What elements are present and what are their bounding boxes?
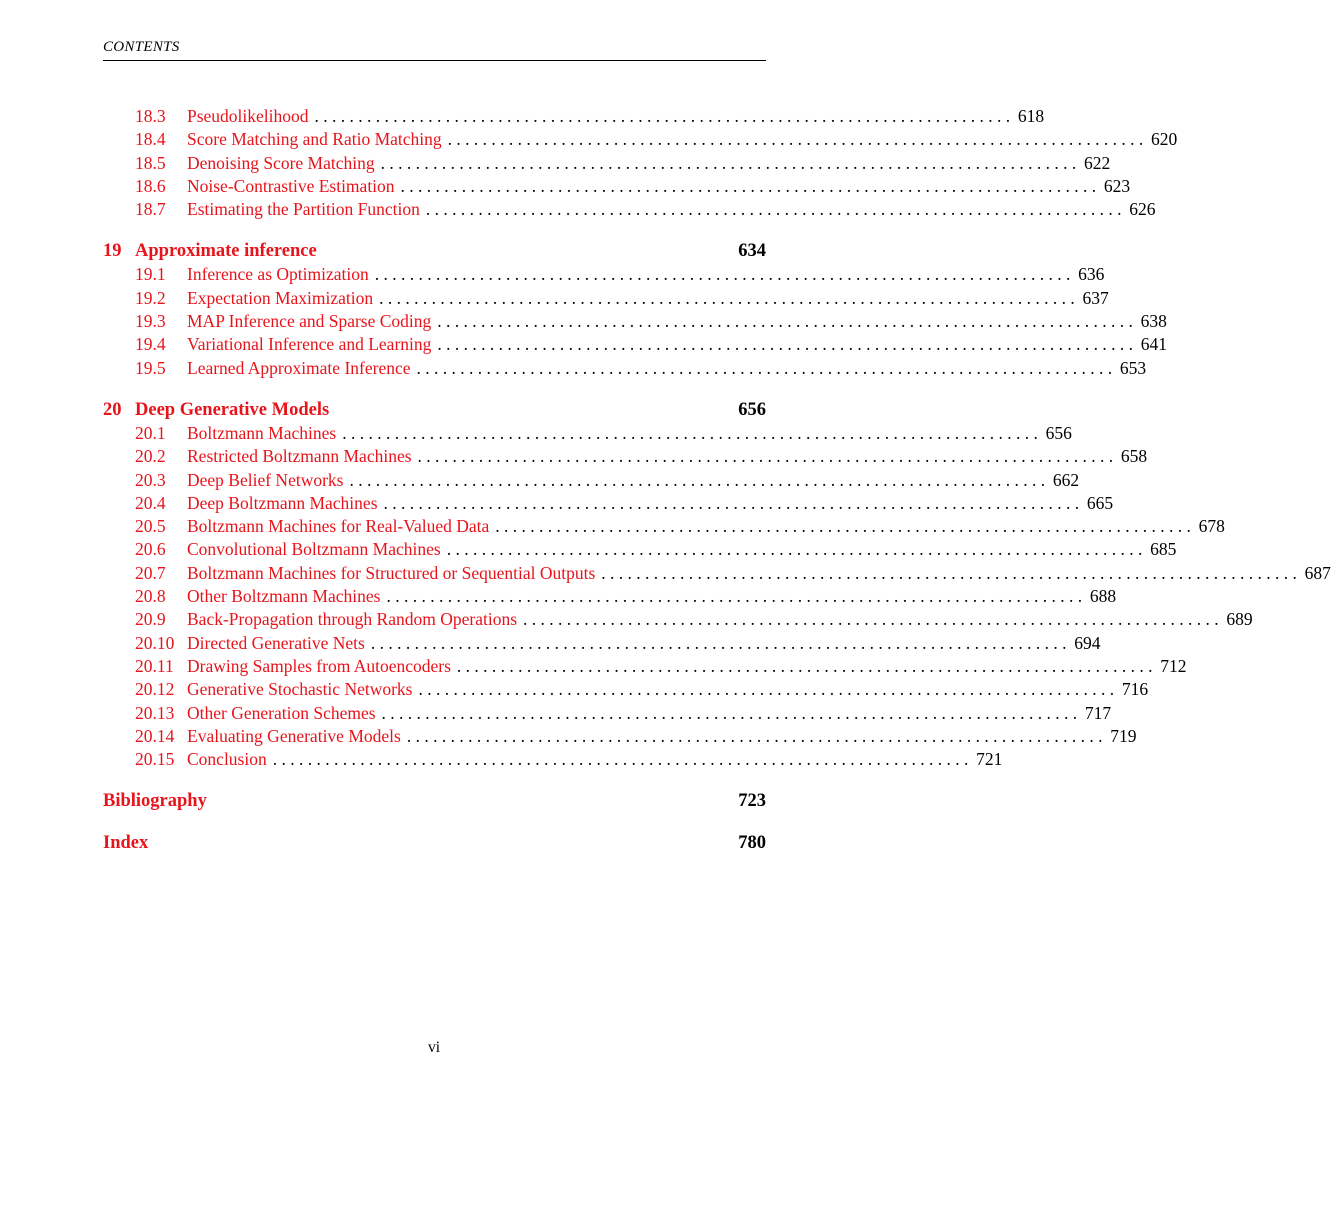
section-title-link[interactable]: Denoising Score Matching (187, 152, 375, 173)
toc-chapter-entry[interactable] (103, 239, 766, 263)
page-reference: 712 (1160, 655, 1187, 676)
toc-section-entry[interactable] (103, 422, 1072, 445)
toc-section-entry[interactable] (103, 725, 1137, 748)
page-reference: 656 (738, 399, 766, 420)
section-number[interactable]: 20.7 (135, 562, 166, 583)
section-title-link[interactable]: Score Matching and Ratio Matching (187, 129, 442, 150)
section-number[interactable]: 20.13 (135, 702, 175, 723)
section-title-link[interactable]: Directed Generative Nets (187, 632, 365, 653)
toc-section-entry[interactable] (103, 287, 1109, 310)
dot-leader: . . . . . . . . . . . . . . . . . . . . . . . . . . . . . . . . . . . . . . . . . . . . . . . . . . . . . . . . . . . . . . . . . . . . . . . . . . . . . . . . (400, 175, 1097, 196)
page-reference: 678 (1198, 516, 1225, 537)
section-number[interactable]: 20.15 (135, 749, 175, 770)
section-number[interactable]: 18.3 (135, 106, 166, 126)
dot-leader: . . . . . . . . . . . . . . . . . . . . . . . . . . . . . . . . . . . . . . . . . . . . . . . . . . . . . . . . . . . . . . . . . . . . . . . . . . . . . . . . (314, 106, 1011, 126)
section-number[interactable]: 18.6 (135, 175, 166, 196)
toc-section-entry[interactable] (103, 198, 1156, 221)
section-number[interactable]: 20.5 (135, 516, 166, 537)
toc-section-entry[interactable] (103, 515, 1225, 538)
page-reference: 694 (1074, 632, 1101, 653)
dot-leader: . . . . . . . . . . . . . . . . . . . . . . . . . . . . . . . . . . . . . . . . . . . . . . . . . . . . . . . . . . . . . . . . . . . . . . . . . . . . . . . . (437, 334, 1134, 355)
dot-leader: . . . . . . . . . . . . . . . . . . . . . . . . . . . . . . . . . . . . . . . . . . . . . . . . . . . . . . . . . . . . . . . . . . . . . . . . . . . . . . . . (446, 539, 1143, 560)
header-rule (103, 60, 766, 61)
page-reference: 634 (738, 241, 766, 262)
section-number[interactable]: 20.4 (135, 492, 166, 513)
chapter-title-link[interactable]: Deep Generative Models (135, 399, 330, 420)
section-number[interactable]: 20.14 (135, 725, 175, 746)
section-number[interactable]: 20.8 (135, 586, 166, 607)
toc-section-entry[interactable] (103, 608, 1253, 631)
toc-section-entry[interactable] (103, 310, 1167, 333)
page-reference: 719 (1110, 725, 1137, 746)
dot-leader: . . . . . . . . . . . . . . . . . . . . . . . . . . . . . . . . . . . . . . . . . . . . . . . . . . . . . . . . . . . . . . . . . . . . . . . . . . . . . . . . (381, 702, 1078, 723)
section-number[interactable]: 20.1 (135, 422, 166, 443)
section-number[interactable]: 19.1 (135, 264, 166, 285)
section-title-link[interactable]: Boltzmann Machines for Real-Valued Data (187, 516, 490, 537)
section-number[interactable]: 18.5 (135, 152, 166, 173)
dot-leader: . . . . . . . . . . . . . . . . . . . . . . . . . . . . . . . . . . . . . . . . . . . . . . . . . . . . . . . . . . . . . . . . . . . . . . . . . . . . . . . . (379, 287, 1075, 308)
page-reference: 623 (1103, 175, 1131, 196)
chapter-number[interactable]: 20 (103, 399, 122, 420)
section-number[interactable]: 18.4 (135, 129, 166, 150)
section-number[interactable]: 19.2 (135, 287, 166, 308)
page-reference: 780 (738, 833, 766, 854)
chapter-title-link[interactable]: Bibliography (103, 791, 207, 812)
running-head: CONTENTS (103, 39, 180, 55)
section-title-link[interactable]: Other Boltzmann Machines (187, 586, 381, 607)
dot-leader: . . . . . . . . . . . . . . . . . . . . . . . . . . . . . . . . . . . . . . . . . . . . . . . . . . . . . . . . . . . . . . . . . . . . . . . . . . . . . . . . (374, 264, 1071, 285)
section-number[interactable]: 20.3 (135, 469, 166, 490)
toc-section-entry[interactable] (103, 655, 1187, 678)
section-title-link[interactable]: Deep Belief Networks (187, 469, 344, 490)
section-title-link[interactable]: Generative Stochastic Networks (187, 679, 413, 700)
dot-leader: . . . . . . . . . . . . . . . . . . . . . . . . . . . . . . . . . . . . . . . . . . . . . . . . . . . . . . . . . . . . . . . . . . . . . . . . . . . . . . . . (272, 749, 969, 770)
section-title-link[interactable]: Inference as Optimization (187, 264, 369, 285)
toc-section-entry[interactable] (103, 469, 1080, 492)
toc-section-entry[interactable] (103, 538, 1177, 561)
page-reference: 665 (1086, 492, 1114, 513)
toc-section-entry[interactable] (103, 357, 1147, 380)
section-number[interactable]: 20.11 (135, 655, 174, 676)
section-title-link[interactable]: Learned Approximate Inference (187, 357, 411, 378)
toc-section-entry[interactable] (103, 702, 1112, 725)
section-title-link[interactable]: Noise-Contrastive Estimation (187, 175, 395, 196)
page-reference: 622 (1083, 152, 1111, 173)
section-number[interactable]: 20.10 (135, 632, 175, 653)
dot-leader: . . . . . . . . . . . . . . . . . . . . . . . . . . . . . . . . . . . . . . . . . . . . . . . . . . . . . . . . . . . . . . . . . . . . . . . . . . . . . . . . (349, 469, 1046, 490)
dot-leader: . . . . . . . . . . . . . . . . . . . . . . . . . . . . . . . . . . . . . . . . . . . . . . . . . . . . . . . . . . . . . . . . . . . . . . . . . . . . . . . . (418, 679, 1115, 700)
section-title-link[interactable]: Expectation Maximization (187, 287, 374, 308)
toc-section-entry[interactable] (103, 492, 1114, 515)
page-reference: 656 (1045, 422, 1072, 443)
section-title-link[interactable]: Conclusion (187, 749, 267, 770)
section-title-link[interactable]: Drawing Samples from Autoencoders (187, 655, 451, 676)
section-title-link[interactable]: Deep Boltzmann Machines (187, 492, 378, 513)
dot-leader: . . . . . . . . . . . . . . . . . . . . . . . . . . . . . . . . . . . . . . . . . . . . . . . . . . . . . . . . . . . . . . . . . . . . . . . . . . . . . . . . (437, 311, 1133, 332)
toc-section-entry[interactable] (103, 128, 1178, 151)
toc-section-entry[interactable] (103, 333, 1168, 356)
page-reference: 685 (1150, 539, 1177, 560)
dot-leader: . . . . . . . . . . . . . . . . . . . . . . . . . . . . . . . . . . . . . . . . . . . . . . . . . . . . . . . . . . . . . . . . . . . . . . . . . . . . . . . . (456, 655, 1153, 676)
page-reference: 641 (1140, 334, 1168, 355)
table-of-contents (103, 105, 1331, 855)
section-title-link[interactable]: Boltzmann Machines (187, 422, 337, 443)
section-number[interactable]: 18.7 (135, 199, 166, 220)
chapter-title-link[interactable]: Approximate inference (135, 241, 317, 262)
section-number[interactable]: 20.2 (135, 446, 166, 467)
page-reference: 662 (1052, 469, 1080, 490)
section-title-link[interactable]: Restricted Boltzmann Machines (187, 446, 412, 467)
section-number[interactable]: 20.12 (135, 679, 175, 700)
page-reference: 626 (1129, 199, 1156, 220)
page-reference: 716 (1121, 679, 1149, 700)
section-title-link[interactable]: MAP Inference and Sparse Coding (187, 311, 432, 332)
section-title-link[interactable]: Convolutional Boltzmann Machines (187, 539, 441, 560)
dot-leader: . . . . . . . . . . . . . . . . . . . . . . . . . . . . . . . . . . . . . . . . . . . . . . . . . . . . . . . . . . . . . . . . . . . . . . . . . . . . . . . . (416, 357, 1113, 378)
toc-chapter-entry[interactable] (103, 831, 766, 855)
section-title-link[interactable]: Back-Propagation through Random Operations (187, 609, 518, 630)
section-title-link[interactable]: Other Generation Schemes (187, 702, 376, 723)
toc-section-entry[interactable] (103, 105, 1045, 128)
page-reference: 636 (1078, 264, 1105, 285)
toc-section-entry[interactable] (103, 445, 1148, 468)
dot-leader: . . . . . . . . . . . . . . . . . . . . . . . . . . . . . . . . . . . . . . . . . . . . . . . . . . . . . . . . . . . . . . . . . . . . . . . . . . . . . . . . (380, 152, 1077, 173)
toc-section-entry[interactable] (103, 748, 1003, 771)
dot-leader: . . . . . . . . . . . . . . . . . . . . . . . . . . . . . . . . . . . . . . . . . . . . . . . . . . . . . . . . . . . . . . . . . . . . . . . . . . . . . . . . (417, 446, 1114, 467)
section-number[interactable]: 19.4 (135, 334, 166, 355)
dot-leader: . . . . . . . . . . . . . . . . . . . . . . . . . . . . . . . . . . . . . . . . . . . . . . . . . . . . . . . . . . . . . . . . . . . . . . . . . . . . . . . . (386, 586, 1083, 607)
section-title-link[interactable]: Boltzmann Machines for Structured or Sequential Outputs (187, 562, 596, 583)
toc-section-entry[interactable] (103, 562, 1331, 585)
chapter-number[interactable]: 19 (103, 241, 122, 262)
toc-section-entry[interactable] (103, 585, 1117, 608)
page-number: vi (427, 1039, 441, 1056)
dot-leader: . . . . . . . . . . . . . . . . . . . . . . . . . . . . . . . . . . . . . . . . . . . . . . . . . . . . . . . . . . . . . . . . . . . . . . . . . . . . . . . . (495, 516, 1191, 537)
dot-leader: . . . . . . . . . . . . . . . . . . . . . . . . . . . . . . . . . . . . . . . . . . . . . . . . . . . . . . . . . . . . . . . . . . . . . . . . . . . . . . . . (425, 199, 1122, 220)
toc-section-entry[interactable] (103, 678, 1149, 701)
section-title-link[interactable]: Estimating the Partition Function (187, 199, 420, 220)
section-title-link[interactable]: Evaluating Generative Models (187, 725, 401, 746)
page-reference: 620 (1151, 129, 1178, 150)
page-reference: 638 (1140, 311, 1167, 332)
dot-leader: . . . . . . . . . . . . . . . . . . . . . . . . . . . . . . . . . . . . . . . . . . . . . . . . . . . . . . . . . . . . . . . . . . . . . . . . . . . . . . . . (406, 725, 1103, 746)
toc-section-entry[interactable] (103, 263, 1105, 286)
page-reference: 618 (1017, 106, 1045, 126)
toc-section-entry[interactable] (103, 152, 1111, 175)
page-reference: 658 (1120, 446, 1148, 467)
section-title-link[interactable]: Pseudolikelihood (187, 106, 309, 126)
page-reference: 723 (738, 791, 766, 812)
toc-chapter-entry[interactable] (103, 398, 766, 422)
chapter-title-link[interactable]: Index (103, 833, 149, 854)
section-number[interactable]: 19.3 (135, 311, 166, 332)
dot-leader: . . . . . . . . . . . . . . . . . . . . . . . . . . . . . . . . . . . . . . . . . . . . . . . . . . . . . . . . . . . . . . . . . . . . . . . . . . . . . . . . (523, 609, 1219, 630)
dot-leader: . . . . . . . . . . . . . . . . . . . . . . . . . . . . . . . . . . . . . . . . . . . . . . . . . . . . . . . . . . . . . . . . . . . . . . . . . . . . . . . . (383, 492, 1080, 513)
section-number[interactable]: 19.5 (135, 357, 166, 378)
dot-leader: . . . . . . . . . . . . . . . . . . . . . . . . . . . . . . . . . . . . . . . . . . . . . . . . . . . . . . . . . . . . . . . . . . . . . . . . . . . . . . . . (342, 422, 1038, 443)
page-reference: 688 (1089, 586, 1117, 607)
toc-chapter-entry[interactable] (103, 789, 766, 813)
page-reference: 689 (1226, 609, 1253, 630)
page-reference: 653 (1119, 357, 1147, 378)
dot-leader: . . . . . . . . . . . . . . . . . . . . . . . . . . . . . . . . . . . . . . . . . . . . . . . . . . . . . . . . . . . . . . . . . . . . . . . . . . . . . . . . (370, 632, 1067, 653)
dot-leader: . . . . . . . . . . . . . . . . . . . . . . . . . . . . . . . . . . . . . . . . . . . . . . . . . . . . . . . . . . . . . . . . . . . . . . . . . . . . . . . . (447, 129, 1144, 150)
section-number[interactable]: 20.6 (135, 539, 166, 560)
dot-leader: . . . . . . . . . . . . . . . . . . . . . . . . . . . . . . . . . . . . . . . . . . . . . . . . . . . . . . . . . . . . . . . . . . . . . . . . . . . . . . . . (601, 562, 1297, 583)
section-title-link[interactable]: Variational Inference and Learning (187, 334, 432, 355)
section-number[interactable]: 20.9 (135, 609, 166, 630)
page-reference: 687 (1304, 562, 1331, 583)
page-reference: 717 (1084, 702, 1112, 723)
toc-section-entry[interactable] (103, 175, 1131, 198)
toc-section-entry[interactable] (103, 632, 1101, 655)
page-reference: 721 (976, 749, 1003, 770)
page-reference: 637 (1082, 287, 1109, 308)
